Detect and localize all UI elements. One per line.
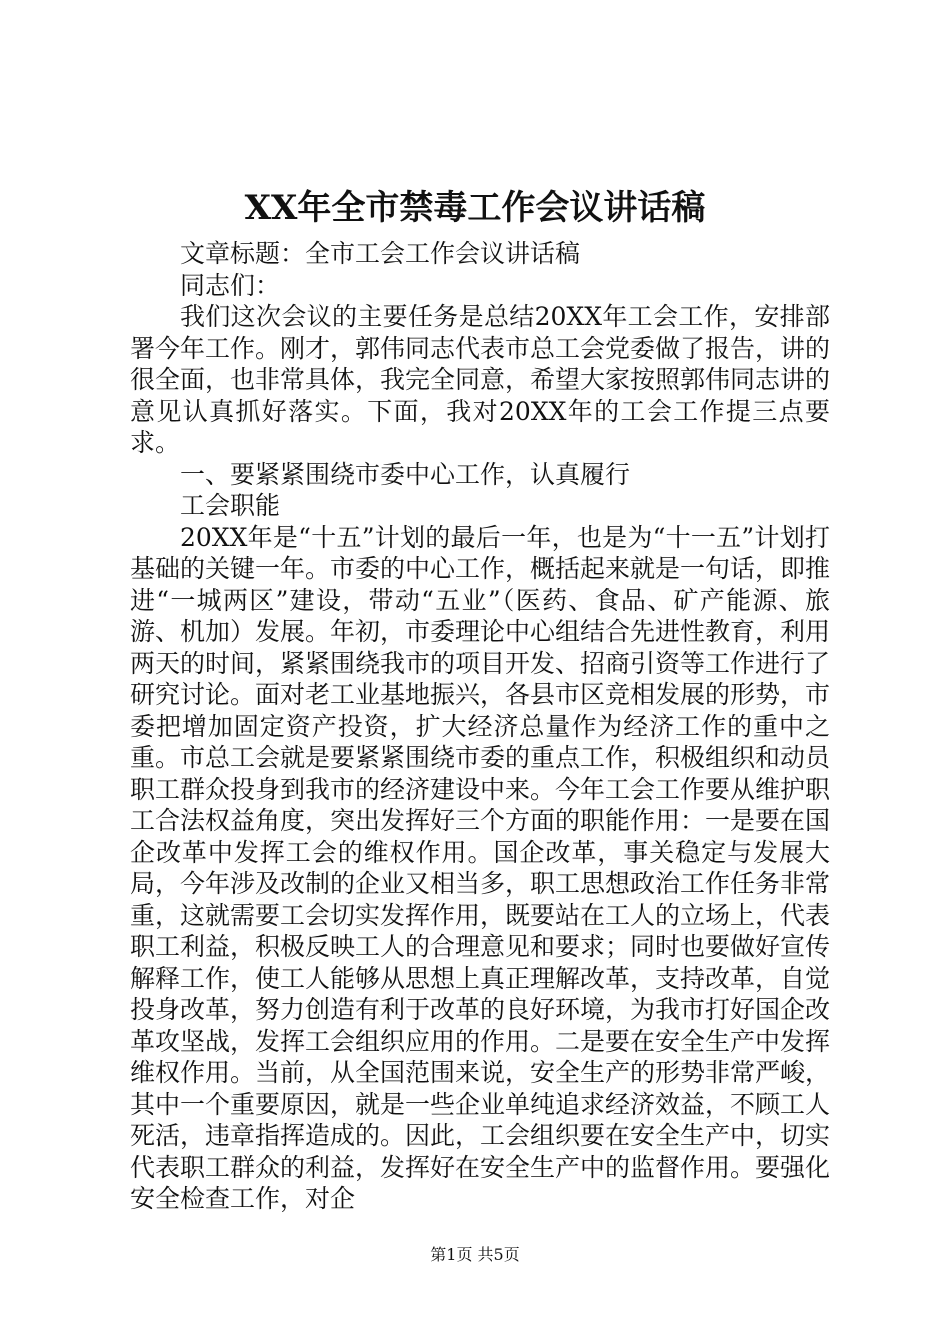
section-heading-1-continued: 工会职能 [180,491,281,520]
document-body [130,238,830,1215]
section-heading-1: 一、要紧紧围绕市委中心工作，认真履行 [180,459,631,489]
page-indicator: 第1页 共5页 [430,1245,520,1264]
section-1-paragraph: 20XX年是“十五”计划的最后一年，也是为“十一五”计划打基础的关键一年。市委的中心工作，概括起来就是一句话，即推进“一城两区”建设，带动“五业”（医药、食品、矿产能源、旅游、机加）发展。年初，市委理论中心组结合先进性教育，利用两天的时间，紧紧围绕我市的项目开发、招商引资等工作进行了研究讨论。面对老工业基地振兴，各县市区竞相发展的形势，市委把增加固定资产投资，扩大经济总量作为经济工作的重中之重。市总工会就是要紧紧围绕市委的重点工作，积极组织和动员职工群众投身到我市的经济建设中来。今年工会工作要从维护职工合法权益角度，突出发挥好三个方面的职能作用：一是要在国企改革中发挥工会的维权作用。国企改革，事关稳定与发展大局，今年涉及改制的企业又相当多，职工思想政治工作任务非常重，这就需要工会切实发挥作用，既要站在工人的立场上，代表职工利益，积极反映工人的合理意见和要求；同时也要做好宣传解释工作，使工人能够从思想上真正理解改革，支持改革，自觉投身改革，努力创造有利于改革的良好环境，为我市打好国企改革攻坚战，发挥工会组织应用的作用。二是要在安全生产中发挥维权作用。当前，从全国范围来说，安全生产的形势非常严峻，其中一个重要原因，就是一些企业单纯追求经济效益，不顾工人死活，违章指挥造成的。因此，工会组织要在安全生产中，切实代表职工群众的利益，发挥好在安全生产中的监督作用。要强化安全检查工作，对企 [130,522,831,1213]
intro-paragraph: 我们这次会议的主要任务是总结20XX年工会工作，安排部署今年工作。刚才，郭伟同志代表市总工会党委做了报告，讲的很全面，也非常具体，我完全同意，希望大家按照郭伟同志讲的意见认真抓好落实。下面，我对20XX年的工会工作提三点要求。 [130,302,831,457]
article-title-line: 文章标题：全市工会工作会议讲话稿 [180,239,581,268]
salutation: 同志们： [180,270,281,300]
document-title: XX年全市禁毒工作会议讲话稿 [244,188,706,228]
